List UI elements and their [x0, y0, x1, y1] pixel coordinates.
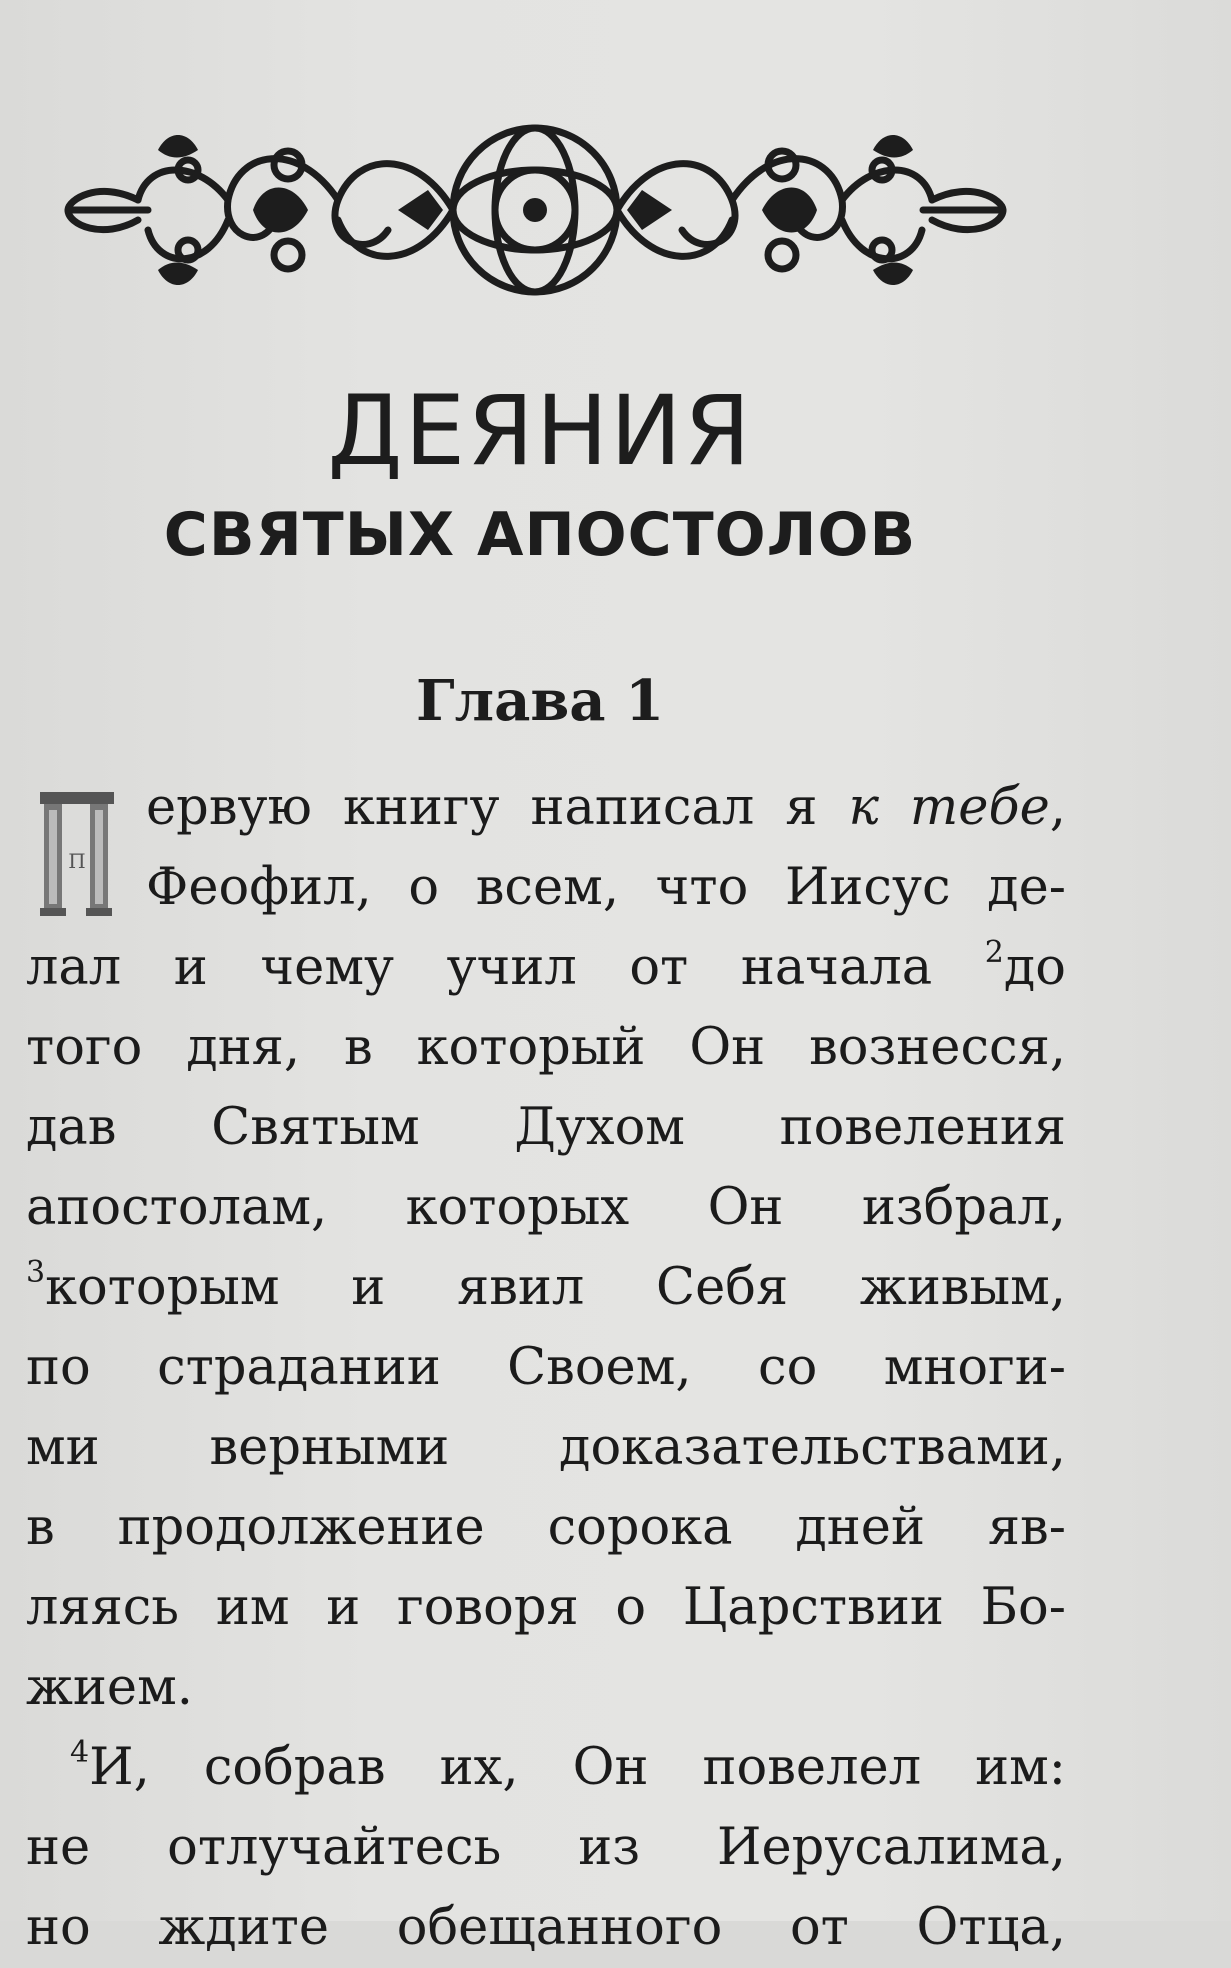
- text-line: [26, 1168, 1066, 1248]
- line-text: лал и чему учил от начала: [26, 938, 985, 997]
- text-line: [26, 928, 1066, 1008]
- scripture-text: [26, 768, 1066, 1968]
- line-text: ми верными доказательствами,: [26, 1418, 1066, 1477]
- svg-text:П: П: [68, 849, 86, 873]
- line-text: И, собрав их, Он повелел им:: [89, 1738, 1066, 1797]
- verse-number: 3: [26, 1255, 46, 1290]
- text-line: [26, 1568, 1066, 1648]
- line-text: в продолжение сорока дней яв-: [26, 1498, 1066, 1557]
- text-line: [26, 1648, 1066, 1728]
- text-line: [26, 1088, 1066, 1168]
- text-line: [26, 1408, 1066, 1488]
- text-line: [26, 848, 1066, 928]
- text-line: [26, 1488, 1066, 1568]
- line-text: ервую книгу написал я: [146, 778, 849, 837]
- verse-number: 4: [70, 1735, 90, 1770]
- text-line: [26, 1808, 1066, 1888]
- text-line: [26, 1728, 1066, 1808]
- line-text: того дня, в который Он вознесся,: [26, 1018, 1066, 1077]
- chapter-heading: Глава 1: [415, 668, 665, 734]
- text-line: [26, 1008, 1066, 1088]
- line-text: ляясь им и говоря о Царствии Бо-: [26, 1578, 1066, 1637]
- text-line: [26, 1248, 1066, 1328]
- book-title: ДЕЯНИЯ: [327, 375, 753, 487]
- line-text: дав Святым Духом повеления: [26, 1098, 1066, 1157]
- line-text: которым и явил Себя живым,: [45, 1258, 1066, 1317]
- line-text: апостолам, которых Он избрал,: [26, 1178, 1066, 1237]
- line-text-end: до: [1003, 938, 1066, 997]
- line-text: жием.: [26, 1658, 193, 1717]
- text-line: [26, 1888, 1066, 1968]
- line-text-end: ,: [1049, 778, 1066, 837]
- line-text: не отлучайтесь из Иерусалима,: [26, 1818, 1066, 1877]
- line-text: но ждите обещанного от Отца,: [26, 1898, 1066, 1957]
- verse-number: 2: [984, 935, 1004, 970]
- book-subtitle: СВЯТЫХ АПОСТОЛОВ: [163, 500, 917, 570]
- text-line: [26, 768, 1066, 848]
- line-text: Феофил, о всем, что Иисус де-: [146, 858, 1066, 917]
- text-line: [26, 1328, 1066, 1408]
- line-text: по страдании Своем, со многи-: [26, 1338, 1066, 1397]
- floral-headpiece-icon: [58, 110, 1013, 310]
- line-italic: к тебе: [848, 778, 1050, 837]
